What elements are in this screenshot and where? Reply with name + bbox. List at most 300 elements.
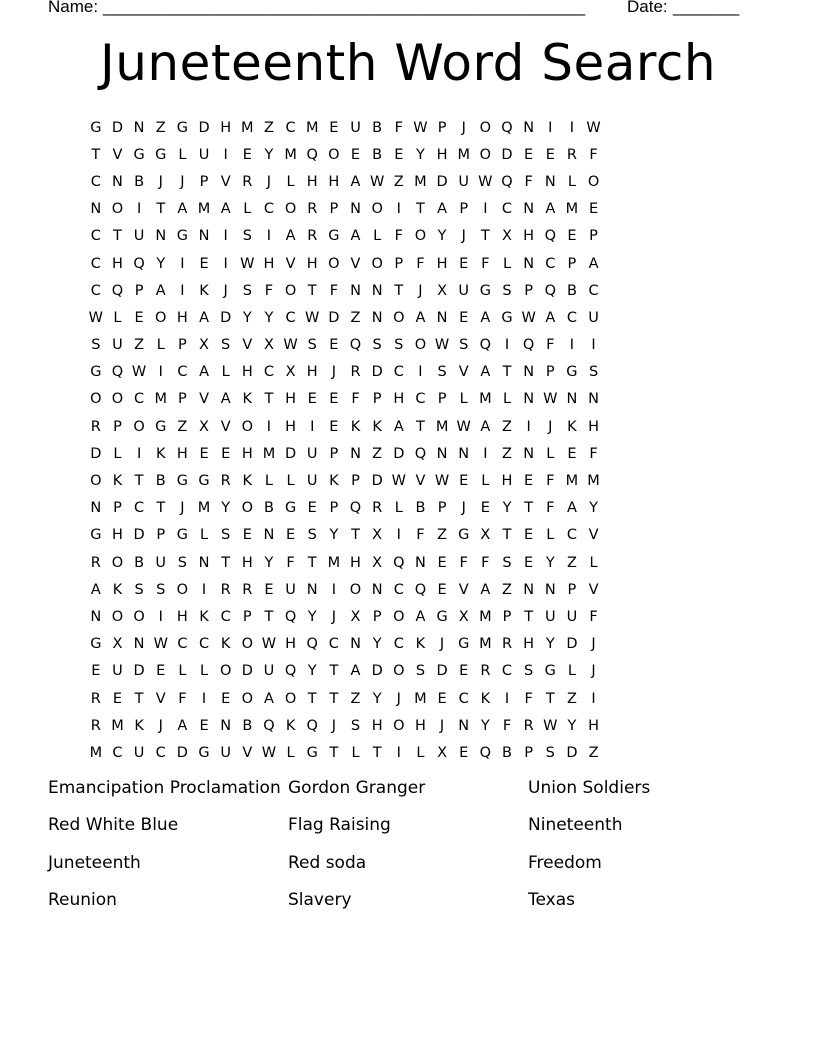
grid-letter: N bbox=[371, 282, 383, 299]
grid-letter: L bbox=[286, 744, 295, 761]
grid-letter: W bbox=[543, 391, 558, 408]
grid-letter: E bbox=[199, 445, 209, 462]
grid-letter: X bbox=[458, 608, 469, 625]
grid-letter: D bbox=[501, 146, 513, 163]
grid-letter: H bbox=[501, 473, 513, 490]
grid-letter: N bbox=[90, 201, 102, 218]
grid-letter: U bbox=[112, 663, 123, 680]
grid-letter: L bbox=[264, 473, 273, 490]
grid-letter: W bbox=[478, 173, 493, 190]
grid-letter: L bbox=[416, 744, 425, 761]
grid-letter: F bbox=[524, 173, 533, 190]
grid-letter: F bbox=[394, 119, 403, 136]
grid-row bbox=[85, 413, 731, 440]
grid-letter: Z bbox=[502, 581, 512, 598]
grid-letter: W bbox=[305, 309, 320, 326]
grid-letter: O bbox=[371, 201, 383, 218]
grid-letter: S bbox=[502, 554, 512, 571]
grid-letter: M bbox=[154, 391, 167, 408]
grid-letter: I bbox=[223, 146, 228, 163]
grid-letter: Q bbox=[349, 337, 362, 354]
grid-letter: T bbox=[156, 500, 166, 517]
grid-letter: L bbox=[243, 201, 252, 218]
grid-letter: O bbox=[587, 173, 600, 190]
grid-letter: R bbox=[523, 717, 534, 734]
grid-letter: Q bbox=[414, 445, 427, 462]
grid-letter: J bbox=[180, 173, 185, 190]
grid-letter: Y bbox=[264, 146, 274, 163]
grid-letter: D bbox=[371, 663, 383, 680]
grid-letter: G bbox=[176, 527, 188, 544]
grid-letter: L bbox=[567, 173, 576, 190]
grid-letter: P bbox=[113, 500, 122, 517]
grid-letter: E bbox=[264, 581, 274, 598]
grid-letter: L bbox=[199, 527, 209, 544]
grid-letter: C bbox=[263, 364, 274, 381]
grid-letter: T bbox=[351, 527, 360, 544]
grid-letter: E bbox=[524, 554, 534, 571]
grid-letter: O bbox=[111, 554, 124, 571]
grid-letter: Z bbox=[437, 527, 448, 544]
grid-letter: N bbox=[523, 445, 535, 462]
grid-letter: F bbox=[546, 337, 555, 354]
grid-letter: Z bbox=[393, 173, 404, 190]
grid-letter: N bbox=[436, 445, 448, 462]
grid-letter: K bbox=[112, 473, 123, 490]
grid-letter: Q bbox=[306, 146, 318, 163]
grid-letter: F bbox=[329, 282, 339, 299]
grid-letter: S bbox=[91, 337, 101, 354]
grid-letter: O bbox=[349, 581, 362, 598]
grid-letter: G bbox=[198, 744, 210, 761]
grid-letter: G bbox=[479, 282, 491, 299]
grid-letter: L bbox=[351, 744, 360, 761]
grid-letter: N bbox=[112, 173, 123, 190]
grid-letter: B bbox=[415, 500, 426, 517]
grid-letter: E bbox=[199, 717, 209, 734]
grid-letter: E bbox=[242, 146, 252, 163]
grid-letter: P bbox=[199, 173, 209, 190]
grid-letter: O bbox=[414, 337, 427, 354]
grid-letter: J bbox=[331, 364, 336, 381]
grid-letter: A bbox=[350, 173, 361, 190]
grid-letter: U bbox=[198, 146, 210, 163]
grid-letter: E bbox=[112, 690, 123, 707]
grid-letter: K bbox=[329, 473, 339, 490]
grid-letter: N bbox=[90, 500, 102, 517]
grid-row bbox=[85, 739, 731, 766]
grid-letter: S bbox=[134, 581, 144, 598]
grid-letter: I bbox=[331, 581, 336, 598]
grid-letter: P bbox=[437, 391, 447, 408]
grid-letter: A bbox=[545, 309, 556, 326]
grid-letter: I bbox=[483, 445, 488, 462]
grid-letter: W bbox=[434, 473, 450, 490]
grid-letter: L bbox=[546, 527, 555, 544]
grid-letter: Z bbox=[177, 418, 188, 435]
grid-letter: H bbox=[241, 364, 253, 381]
grid-letter: Z bbox=[502, 445, 512, 462]
grid-letter: P bbox=[156, 527, 166, 544]
grid-letter: C bbox=[198, 636, 210, 653]
grid-letter: C bbox=[415, 391, 426, 408]
grid-letter: A bbox=[90, 581, 101, 598]
grid-letter: R bbox=[566, 146, 577, 163]
grid-row bbox=[85, 332, 731, 359]
grid-letter: V bbox=[458, 364, 469, 381]
grid-letter: F bbox=[416, 527, 425, 544]
grid-letter: O bbox=[111, 608, 124, 625]
grid-letter: T bbox=[524, 500, 534, 517]
grid-letter: P bbox=[524, 282, 533, 299]
grid-letter: Q bbox=[522, 337, 535, 354]
grid-letter: O bbox=[393, 309, 405, 326]
grid-letter: E bbox=[221, 445, 231, 462]
grid-letter: V bbox=[242, 744, 253, 761]
grid-row bbox=[85, 223, 731, 250]
grid-letter: M bbox=[479, 608, 492, 625]
grid-letter: Y bbox=[307, 663, 317, 680]
grid-letter: I bbox=[569, 119, 575, 136]
grid-letter: J bbox=[548, 418, 553, 435]
grid-letter: T bbox=[502, 364, 512, 381]
grid-letter: S bbox=[372, 337, 382, 354]
grid-letter: P bbox=[502, 608, 512, 625]
grid-letter: I bbox=[223, 255, 228, 272]
grid-letter: S bbox=[394, 337, 404, 354]
word-list-row bbox=[48, 853, 768, 890]
grid-letter: R bbox=[307, 201, 318, 218]
grid-letter: E bbox=[437, 554, 447, 571]
grid-row bbox=[85, 549, 731, 576]
grid-letter: K bbox=[415, 636, 426, 653]
grid-letter: R bbox=[90, 418, 101, 435]
search-word: Slavery bbox=[288, 889, 352, 910]
grid-letter: C bbox=[566, 527, 577, 544]
grid-letter: Y bbox=[156, 255, 166, 272]
grid-letter: G bbox=[501, 309, 513, 326]
grid-letter: R bbox=[350, 364, 361, 381]
grid-letter: R bbox=[242, 173, 253, 190]
grid-letter: X bbox=[480, 527, 491, 544]
grid-letter: D bbox=[111, 119, 124, 136]
grid-letter: Q bbox=[544, 228, 556, 245]
grid-letter: I bbox=[158, 608, 163, 625]
grid-letter: K bbox=[242, 391, 253, 408]
grid-letter: D bbox=[241, 663, 253, 680]
grid-letter: R bbox=[90, 554, 101, 571]
grid-letter: I bbox=[504, 690, 510, 707]
grid-letter: C bbox=[134, 391, 145, 408]
grid-letter: A bbox=[350, 663, 361, 680]
grid-letter: H bbox=[176, 608, 188, 625]
grid-letter: G bbox=[155, 146, 167, 163]
grid-letter: N bbox=[133, 636, 145, 653]
grid-letter: T bbox=[502, 527, 512, 544]
grid-letter: X bbox=[285, 364, 296, 381]
grid-letter: Z bbox=[372, 445, 383, 462]
grid-letter: P bbox=[329, 201, 339, 218]
grid-letter: I bbox=[136, 445, 142, 462]
grid-letter: T bbox=[307, 282, 317, 299]
grid-letter: O bbox=[393, 608, 405, 625]
grid-row bbox=[85, 386, 731, 413]
grid-letter: O bbox=[241, 690, 254, 707]
grid-letter: J bbox=[461, 228, 466, 245]
grid-letter: E bbox=[524, 527, 534, 544]
grid-letter: Q bbox=[544, 282, 556, 299]
grid-letter: U bbox=[133, 228, 145, 245]
grid-letter: H bbox=[263, 255, 275, 272]
grid-letter: E bbox=[524, 473, 534, 490]
grid-letter: H bbox=[436, 146, 448, 163]
grid-letter: M bbox=[262, 445, 276, 462]
grid-letter: L bbox=[502, 391, 512, 408]
name-blank-line: ___________________________________________________ bbox=[103, 0, 586, 16]
grid-letter: D bbox=[371, 473, 383, 490]
grid-letter: L bbox=[156, 337, 165, 354]
page-title: Juneteenth Word Search bbox=[99, 34, 717, 92]
grid-letter: P bbox=[329, 500, 339, 517]
grid-letter: E bbox=[329, 337, 339, 354]
grid-letter: S bbox=[177, 554, 187, 571]
grid-letter: D bbox=[566, 744, 578, 761]
grid-letter: C bbox=[90, 282, 101, 299]
grid-letter: J bbox=[439, 717, 445, 734]
grid-letter: Q bbox=[133, 255, 145, 272]
grid-letter: N bbox=[523, 255, 535, 272]
grid-letter: I bbox=[158, 364, 163, 381]
grid-letter: U bbox=[544, 608, 556, 625]
grid-letter: F bbox=[178, 690, 187, 707]
grid-letter: A bbox=[415, 309, 426, 326]
grid-letter: N bbox=[133, 119, 145, 136]
grid-letter: G bbox=[90, 636, 102, 653]
grid-letter: N bbox=[371, 309, 383, 326]
grid-letter: Y bbox=[242, 309, 252, 326]
grid-letter: I bbox=[418, 364, 423, 381]
grid-letter: M bbox=[587, 473, 600, 490]
grid-letter: G bbox=[566, 364, 578, 381]
grid-letter: L bbox=[113, 445, 122, 462]
grid-letter: A bbox=[199, 364, 209, 381]
grid-letter: G bbox=[436, 608, 448, 625]
grid-letter: N bbox=[523, 201, 535, 218]
grid-letter: N bbox=[544, 581, 556, 598]
grid-letter: U bbox=[566, 608, 578, 625]
grid-letter: A bbox=[220, 201, 231, 218]
grid-letter: J bbox=[158, 717, 163, 734]
grid-letter: J bbox=[331, 717, 336, 734]
grid-letter: Y bbox=[264, 309, 274, 326]
grid-letter: T bbox=[372, 744, 382, 761]
grid-letter: N bbox=[458, 445, 470, 462]
search-word: Union Soldiers bbox=[528, 778, 651, 798]
grid-letter: R bbox=[220, 581, 231, 598]
grid-letter: M bbox=[479, 636, 492, 653]
grid-letter: J bbox=[461, 119, 466, 136]
grid-letter: O bbox=[371, 255, 383, 272]
grid-letter: T bbox=[134, 473, 144, 490]
grid-letter: S bbox=[221, 337, 231, 354]
grid-letter: Y bbox=[589, 500, 598, 517]
grid-letter: U bbox=[263, 663, 275, 680]
grid-letter: V bbox=[350, 255, 361, 272]
grid-letter: Q bbox=[306, 636, 318, 653]
grid-letter: W bbox=[88, 309, 103, 326]
grid-letter: E bbox=[350, 146, 361, 163]
grid-letter: F bbox=[502, 717, 512, 734]
grid-letter: O bbox=[328, 146, 340, 163]
grid-letter: M bbox=[305, 119, 319, 136]
grid-letter: I bbox=[548, 119, 553, 136]
grid-letter: A bbox=[393, 418, 404, 435]
grid-letter: Q bbox=[263, 717, 275, 734]
grid-letter: X bbox=[502, 228, 512, 245]
grid-letter: J bbox=[461, 500, 466, 517]
grid-letter: K bbox=[372, 418, 382, 435]
grid-letter: P bbox=[459, 201, 469, 218]
grid-letter: S bbox=[307, 337, 317, 354]
grid-letter: J bbox=[223, 282, 228, 299]
grid-letter: C bbox=[501, 663, 513, 680]
grid-letter: I bbox=[396, 201, 401, 218]
grid-letter: O bbox=[284, 201, 297, 218]
grid-letter: I bbox=[504, 337, 510, 354]
grid-letter: L bbox=[286, 173, 295, 190]
grid-letter: R bbox=[501, 636, 513, 653]
grid-letter: Z bbox=[350, 309, 361, 326]
search-word: Flag Raising bbox=[288, 815, 391, 836]
name-label: Name: bbox=[48, 0, 99, 16]
grid-letter: G bbox=[90, 364, 102, 381]
grid-letter: H bbox=[523, 228, 535, 245]
grid-letter: Y bbox=[437, 228, 447, 245]
grid-letter: N bbox=[350, 282, 361, 299]
word-list-row bbox=[48, 815, 768, 852]
grid-letter: W bbox=[434, 337, 450, 354]
grid-letter: T bbox=[221, 554, 231, 571]
grid-letter: C bbox=[566, 309, 577, 326]
grid-letter: O bbox=[90, 473, 102, 490]
grid-letter: P bbox=[437, 500, 447, 517]
grid-letter: Q bbox=[479, 337, 492, 354]
grid-letter: I bbox=[396, 744, 401, 761]
grid-letter: G bbox=[176, 119, 188, 136]
grid-letter: E bbox=[524, 146, 534, 163]
grid-letter: T bbox=[134, 690, 144, 707]
grid-letter: I bbox=[266, 228, 272, 245]
grid-letter: D bbox=[436, 663, 448, 680]
grid-letter: M bbox=[197, 500, 211, 517]
grid-letter: D bbox=[133, 527, 145, 544]
search-word: Red soda bbox=[288, 852, 367, 873]
grid-letter: W bbox=[261, 636, 277, 653]
grid-letter: A bbox=[480, 581, 491, 598]
grid-letter: C bbox=[393, 581, 404, 598]
grid-letter: O bbox=[284, 690, 297, 707]
grid-letter: B bbox=[242, 717, 253, 734]
grid-letter: D bbox=[393, 445, 405, 462]
grid-letter: A bbox=[263, 690, 274, 707]
grid-letter: C bbox=[285, 119, 296, 136]
grid-letter: T bbox=[329, 663, 339, 680]
grid-letter: A bbox=[155, 282, 166, 299]
grid-letter: C bbox=[134, 500, 145, 517]
grid-letter: Y bbox=[545, 554, 555, 571]
grid-letter: D bbox=[436, 173, 448, 190]
grid-row bbox=[85, 631, 731, 658]
grid-letter: C bbox=[177, 364, 188, 381]
grid-letter: F bbox=[351, 391, 360, 408]
grid-letter: V bbox=[285, 255, 296, 272]
grid-letter: E bbox=[329, 391, 339, 408]
grid-letter: K bbox=[220, 636, 231, 653]
grid-row bbox=[85, 304, 731, 331]
grid-letter: J bbox=[331, 608, 336, 625]
grid-letter: O bbox=[241, 418, 254, 435]
grid-letter: X bbox=[112, 636, 123, 653]
grid-letter: M bbox=[479, 391, 492, 408]
grid-letter: H bbox=[306, 173, 318, 190]
grid-letter: W bbox=[369, 173, 385, 190]
grid-letter: K bbox=[199, 282, 209, 299]
grid-letter: U bbox=[133, 744, 145, 761]
grid-letter: V bbox=[242, 337, 253, 354]
grid-letter: T bbox=[416, 418, 425, 435]
search-word: Gordon Granger bbox=[288, 778, 426, 798]
grid-letter: Y bbox=[567, 717, 577, 734]
grid-letter: E bbox=[459, 309, 469, 326]
grid-letter: X bbox=[263, 337, 274, 354]
grid-letter: H bbox=[285, 418, 297, 435]
grid-letter: F bbox=[524, 690, 533, 707]
grid-letter: Y bbox=[307, 608, 317, 625]
grid-letter: U bbox=[350, 119, 361, 136]
grid-letter: C bbox=[393, 364, 404, 381]
grid-letter: T bbox=[113, 228, 122, 245]
grid-letter: Y bbox=[264, 554, 274, 571]
grid-letter: D bbox=[90, 445, 102, 462]
grid-letter: H bbox=[523, 636, 535, 653]
grid-letter: L bbox=[502, 255, 512, 272]
grid-letter: H bbox=[436, 255, 448, 272]
grid-letter: S bbox=[307, 527, 317, 544]
grid-letter: C bbox=[285, 309, 296, 326]
grid-letter: I bbox=[180, 255, 185, 272]
grid-letter: T bbox=[545, 690, 555, 707]
grid-row bbox=[85, 685, 731, 712]
grid-letter: M bbox=[284, 146, 297, 163]
grid-letter: E bbox=[459, 255, 469, 272]
grid-letter: I bbox=[526, 418, 531, 435]
grid-letter: D bbox=[566, 636, 578, 653]
grid-letter: S bbox=[242, 282, 252, 299]
grid-letter: L bbox=[178, 146, 187, 163]
grid-letter: M bbox=[414, 173, 427, 190]
grid-letter: C bbox=[263, 201, 274, 218]
grid-letter: T bbox=[264, 608, 274, 625]
grid-letter: E bbox=[307, 391, 317, 408]
grid-letter: N bbox=[350, 636, 361, 653]
grid-letter: O bbox=[219, 663, 232, 680]
grid-letter: H bbox=[220, 119, 232, 136]
grid-letter: T bbox=[480, 228, 490, 245]
grid-letter: H bbox=[371, 717, 383, 734]
grid-letter: U bbox=[285, 581, 296, 598]
grid-letter: S bbox=[242, 228, 252, 245]
grid-letter: D bbox=[176, 744, 188, 761]
